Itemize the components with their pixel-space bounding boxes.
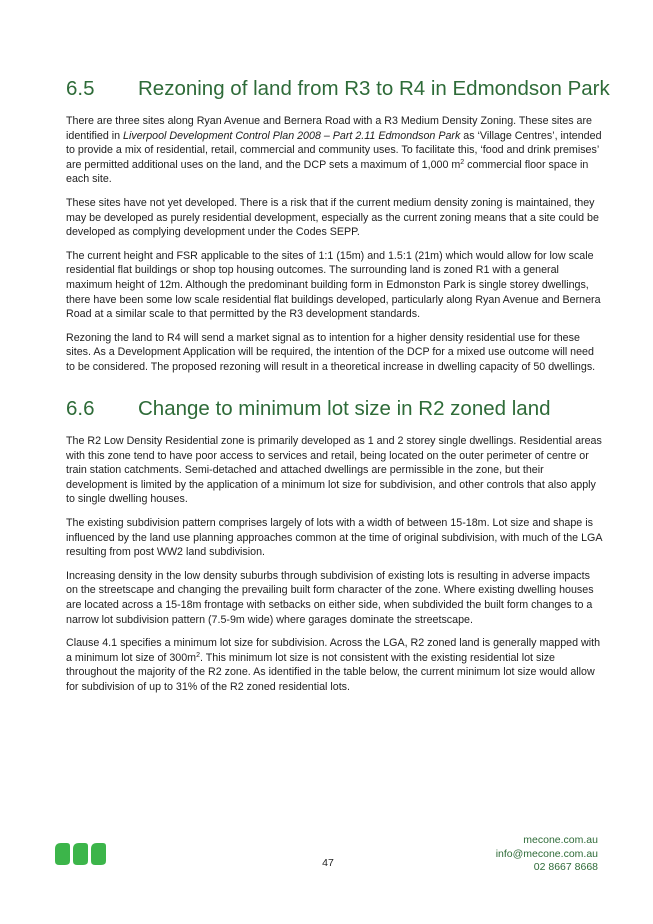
section-title: Rezoning of land from R3 to R4 in Edmondson Park	[138, 77, 610, 100]
section-heading	[66, 397, 604, 421]
mecone-logo-icon	[53, 840, 109, 866]
phone-number: 02 8667 8668	[533, 861, 598, 874]
paragraph	[66, 636, 604, 694]
section-heading	[66, 77, 610, 101]
dcp-reference: Liverpool Development Control Plan 2008 – Part 2.11 Edmondson Park	[123, 129, 461, 142]
section-6-6	[66, 397, 604, 704]
paragraph: The R2 Low Density Residential zone is primarily developed as 1 and 2 storey single dwellings. Residential areas with this zone tend to have poor access to services and retail, being located on the outer perimeter of centre or train station catchments. Semi-detached and attached dwellings are permissible in the zone, but their development is limited by the application of a minimum lot size for subdivision, and other controls that also apply to single dwelling houses.	[66, 435, 602, 506]
paragraph: Increasing density in the low density suburbs through subdivision of existing lots is resulting in adverse impacts on the streetscape and changing the prevailing built form character of the zone. Where existing dwelling houses are located across a 15-18m frontage with setbacks on either side, when subdivided the built form changes to a narrow lot subdivision pattern (7.5-9m wide) where garages dominate the streetscape.	[66, 569, 594, 626]
section-number: 6.5	[66, 77, 95, 100]
paragraph-text: as ‘Village Centres’, intended to provide a mix of residential, retail, commercial and community uses. To facilitate this, ‘food and drink premises’ are permitted additional uses on the land, and the DCP sets a maximum of 1,000 m	[66, 129, 602, 171]
section-title: Change to minimum lot size in R2 zoned land	[138, 397, 551, 420]
section-number: 6.6	[66, 397, 95, 420]
paragraph: Rezoning the land to R4 will send a market signal as to intention for a higher density residential use for these sites. As a Development Application will be required, the intention of the DCP for a mixed use outcome will need to be considered. The proposed rezoning will result in a theoretical increase in dwelling capacity of 50 dwellings.	[66, 331, 596, 373]
paragraph: The existing subdivision pattern comprises largely of lots with a width of between 15-18m. Lot size and shape is influenced by the land use planning approaches common at the time of original subdivision, with much of the LGA resulting from post WW2 land subdivision.	[66, 516, 602, 559]
email-link[interactable]: info@mecone.com.au	[495, 847, 598, 860]
section-6-5	[66, 77, 610, 384]
paragraph-text: commercial floor space in each site.	[66, 158, 589, 186]
paragraph	[66, 114, 604, 187]
superscript: 2	[460, 158, 465, 166]
paragraph: The current height and FSR applicable to the sites of 1:1 (15m) and 1.5:1 (21m) which would allow for low scale residential flat buildings or shop top housing outcomes. The surrounding land is zoned R1 with a general maximum height of 12m. Although the predominant building form in Edmonston Park is single storey dwellings, there have been some low scale residential flat buildings developed, particularly along Ryan Avenue and Bernera Road at a similar scale to that permitted by the R3 development standards.	[66, 249, 601, 321]
paragraph-text: There are three sites along Ryan Avenue and Bernera Road with a R3 Medium Density Zoning. These sites are identified in	[66, 115, 592, 142]
footer-contact	[496, 834, 598, 875]
paragraph-text: Clause 4.1 specifies a minimum lot size for subdivision. Across the LGA, R2 zoned land is generally mapped with a minimum lot size of 300m	[66, 637, 601, 664]
page-number: 47	[322, 857, 334, 869]
website-link[interactable]: mecone.com.au	[523, 834, 598, 846]
superscript: 2	[196, 651, 200, 659]
paragraph: These sites have not yet developed. There is a risk that if the current medium density zoning is maintained, they may be developed as purely residential development, especially as the current zoning means that a site could be developed as complying development under the Codes SEPP.	[66, 196, 599, 239]
paragraph-text: . This minimum lot size is not consistent with the existing residential lot size throughout the majority of the R2 zone. As identified in the table below, the current minimum lot size would allow for subdivision of up to 31% of the R2 zoned residential lots.	[66, 651, 595, 693]
